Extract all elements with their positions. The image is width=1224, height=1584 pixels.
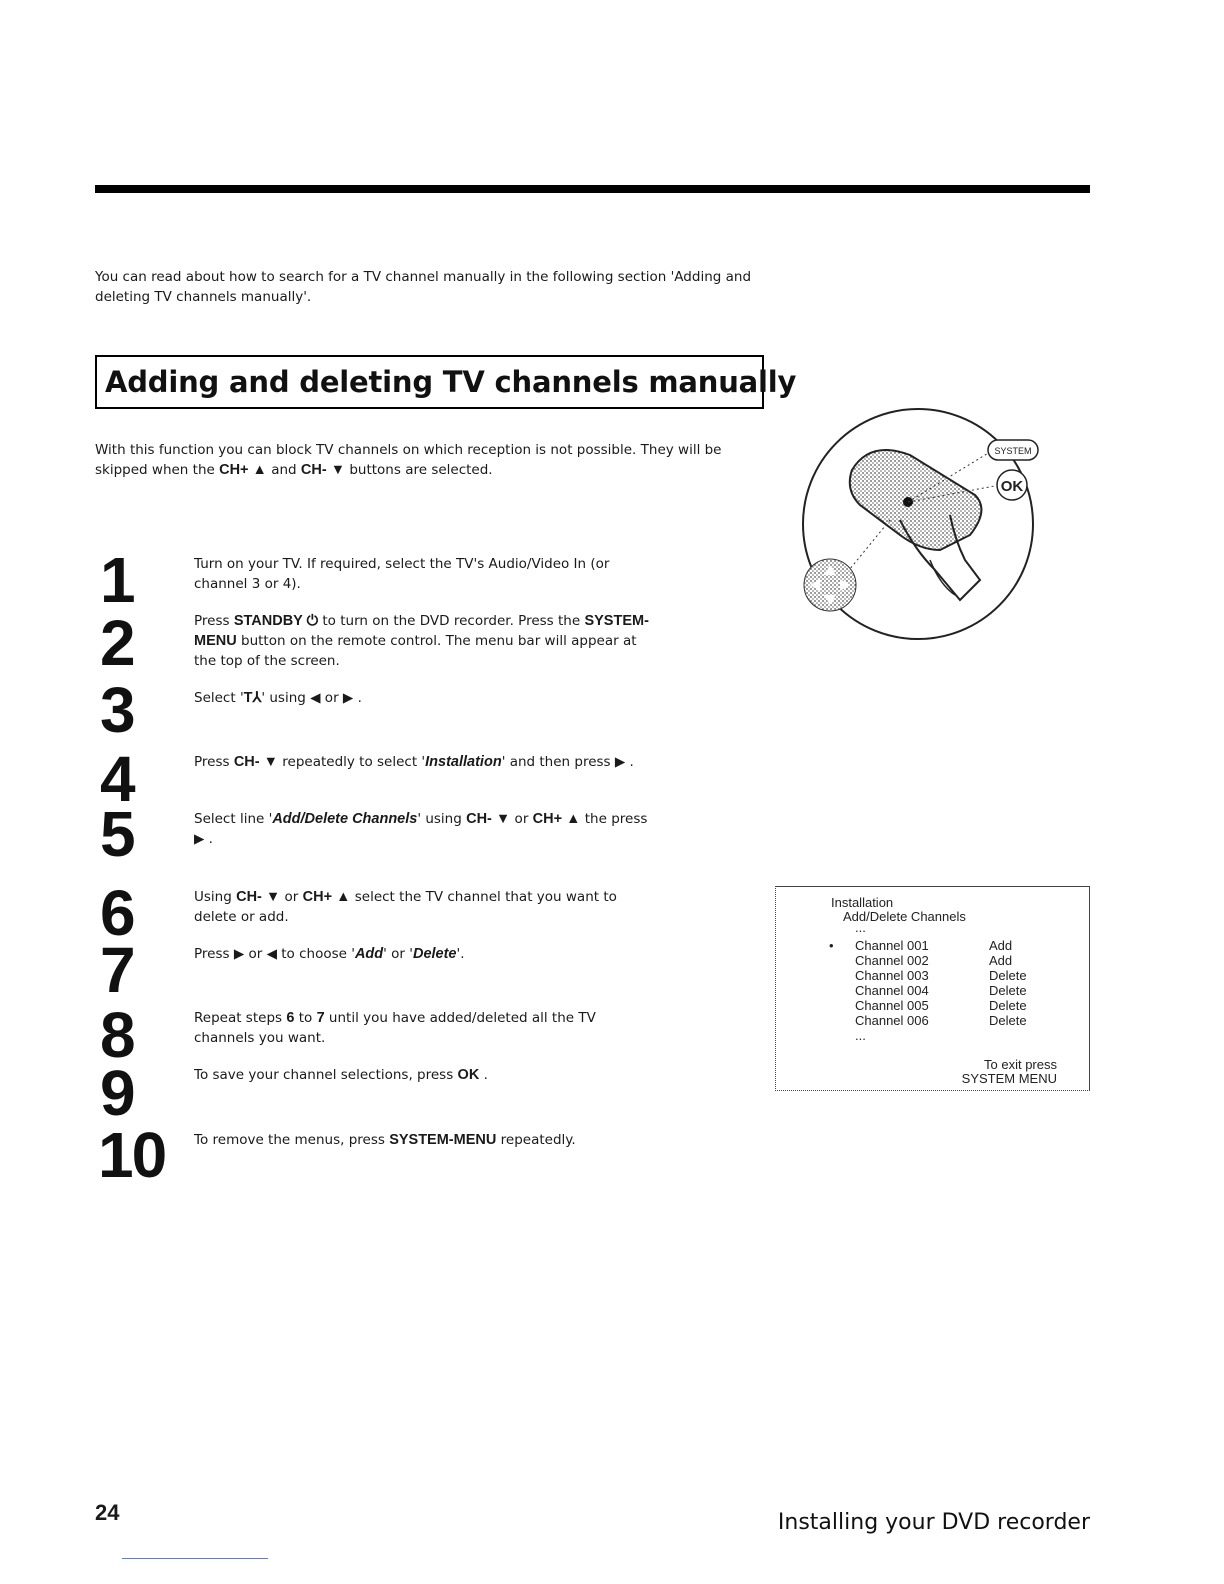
ch-plus-label: CH+ ▲ bbox=[219, 462, 267, 478]
step-text-1: Turn on your TV. If required, select the TV's Audio/Video In (or channel 3 or 4). bbox=[194, 556, 610, 592]
system-menu-label: SYSTEM-MENU bbox=[194, 613, 649, 649]
menu-channel-name: Channel 002 bbox=[855, 953, 929, 968]
step-number-7: 7 bbox=[100, 934, 136, 1006]
section-description bbox=[95, 440, 775, 480]
installation-symbol: T⅄ bbox=[243, 690, 262, 706]
step-text-9: To save your channel selections, press OK . bbox=[194, 1067, 488, 1083]
step-text-2: Press STANDBY ⏻ to turn on the DVD recorder. Press the SYSTEM-MENU button on the remote control. The menu bar will appear at the top of the screen. bbox=[194, 613, 649, 669]
step-text-7: Press ▶ or ◀ to choose 'Add' or 'Delete'. bbox=[194, 946, 465, 962]
remote-hand-icon bbox=[790, 400, 1050, 640]
standby-label: STANDBY ⏻ bbox=[233, 613, 319, 629]
menu-channel-name: Channel 001 bbox=[855, 938, 929, 953]
ch-minus-label: CH- ▼ bbox=[300, 462, 346, 478]
step-text-3: Select 'T⅄' using ◀ or ▶ . bbox=[194, 690, 362, 706]
top-rule bbox=[95, 185, 1090, 193]
step-number-8: 8 bbox=[100, 999, 136, 1071]
installation-label: Installation bbox=[425, 754, 502, 770]
step-number-6: 6 bbox=[100, 877, 136, 949]
menu-subtitle: Add/Delete Channels bbox=[843, 909, 966, 924]
menu-channel-action: Delete bbox=[989, 983, 1027, 998]
menu-channel-action: Add bbox=[989, 953, 1013, 968]
delete-label: Delete bbox=[412, 946, 457, 962]
menu-exit-line1: To exit press bbox=[984, 1057, 1057, 1072]
menu-channel-action: Add bbox=[989, 938, 1013, 953]
add-label: Add bbox=[354, 946, 384, 962]
step-number-4: 4 bbox=[100, 743, 136, 815]
step-text-4: Press CH- ▼ repeatedly to select 'Installation' and then press ▶ . bbox=[194, 754, 634, 770]
osd-menu-screen bbox=[775, 886, 1090, 1091]
menu-channel-action: Delete bbox=[989, 1013, 1027, 1028]
step-number-5: 5 bbox=[100, 798, 136, 870]
step-number-10: 10 bbox=[98, 1119, 166, 1191]
menu-ellipsis-top: ... bbox=[855, 920, 866, 935]
menu-channel-action: Delete bbox=[989, 968, 1027, 983]
step-text-6: Using CH- ▼ or CH+ ▲ select the TV channel that you want to delete or add. bbox=[194, 889, 617, 925]
menu-channel-action: Delete bbox=[989, 998, 1027, 1013]
footer-rule bbox=[122, 1558, 268, 1559]
menu-channel-name: Channel 006 bbox=[855, 1013, 929, 1028]
ok-label: OK bbox=[457, 1067, 480, 1083]
description-part1: With this function you can block TV channels on which reception is not possible. They will be skipped when the bbox=[95, 442, 722, 478]
menu-exit-line2: SYSTEM MENU bbox=[961, 1071, 1057, 1086]
description-mid: and bbox=[266, 462, 301, 478]
step-number-1: 1 bbox=[100, 544, 136, 616]
step-text-5: Select line 'Add/Delete Channels' using CH- ▼ or CH+ ▲ the press ▶ . bbox=[194, 811, 648, 847]
ok-button-label: OK bbox=[1000, 478, 1024, 495]
menu-ellipsis-bottom: ... bbox=[855, 1028, 866, 1043]
step-text-8: Repeat steps 6 to 7 until you have added/deleted all the TV channels you want. bbox=[194, 1010, 596, 1046]
step-text-10: To remove the menus, press SYSTEM-MENU repeatedly. bbox=[194, 1132, 576, 1148]
footer-section-title: Installing your DVD recorder bbox=[777, 1510, 1090, 1535]
system-button-label: SYSTEM bbox=[994, 446, 1032, 456]
step-number-9: 9 bbox=[100, 1057, 136, 1129]
step-number-3: 3 bbox=[100, 674, 136, 746]
menu-channel-name: Channel 003 bbox=[855, 968, 929, 983]
menu-title: Installation bbox=[831, 895, 894, 910]
step-number-2: 2 bbox=[100, 607, 136, 679]
menu-selection-bullet: • bbox=[829, 938, 834, 953]
intro-text: You can read about how to search for a TV channel manually in the following section 'Adding and deleting TV channels manually'. bbox=[95, 269, 752, 305]
section-title: Adding and deleting TV channels manually bbox=[105, 365, 797, 399]
remote-control-illustration bbox=[790, 400, 1050, 640]
page-number: 24 bbox=[95, 1500, 120, 1525]
menu-channel-name: Channel 005 bbox=[855, 998, 929, 1013]
section-title-box bbox=[95, 355, 797, 409]
description-part2: buttons are selected. bbox=[345, 462, 493, 478]
menu-channel-name: Channel 004 bbox=[855, 983, 929, 998]
add-delete-channels-label: Add/Delete Channels bbox=[272, 811, 418, 827]
